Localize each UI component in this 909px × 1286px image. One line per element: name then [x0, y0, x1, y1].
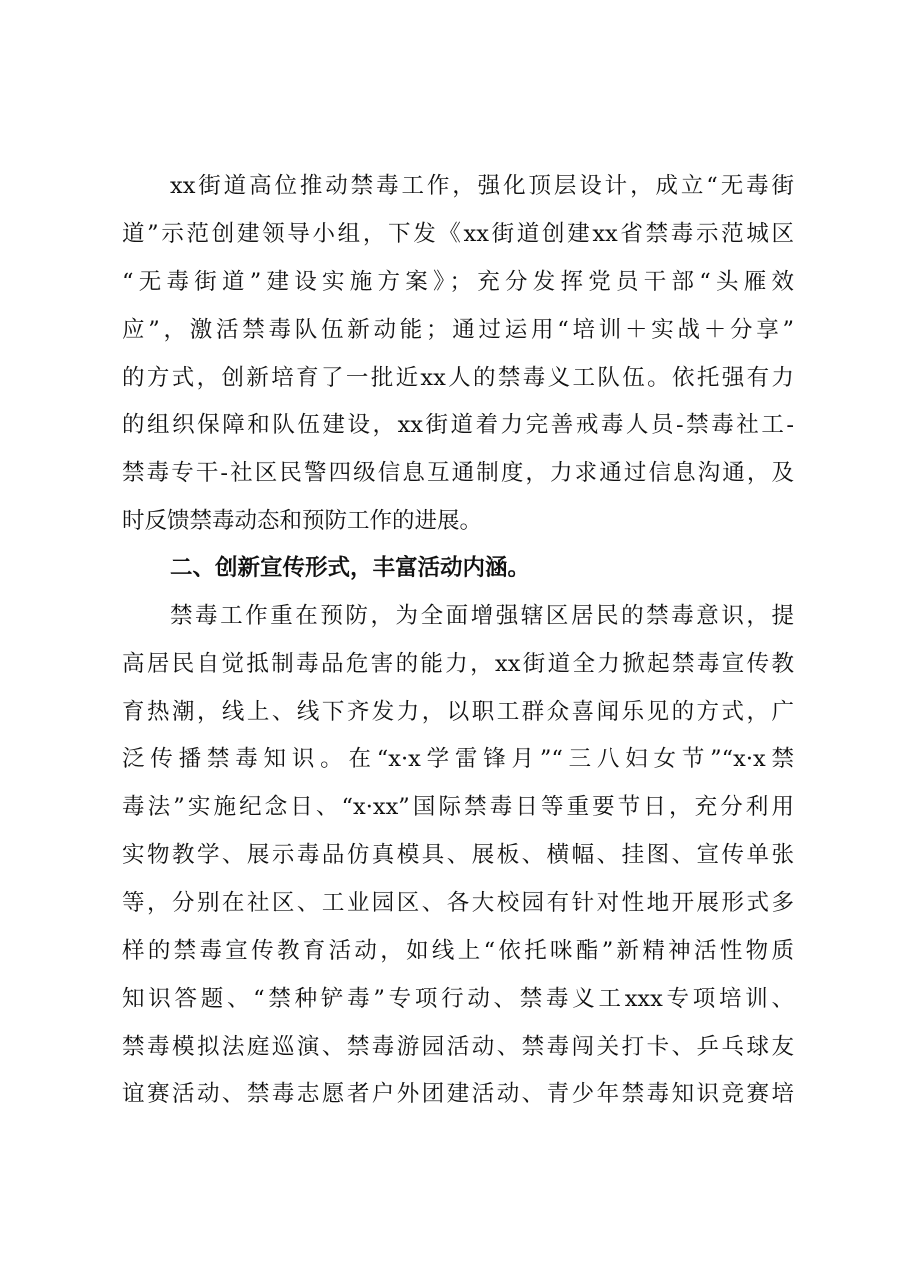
paragraph-2-line-9: 知识答题、“禁种铲毒”专项行动、禁毒义工xxx专项培训、 [122, 986, 794, 1012]
paragraph-2-line-5: 毒法”实施纪念日、“x·xx”国际禁毒日等重要节日，充分利用 [122, 794, 794, 820]
paragraph-1-line-1: xx街道高位推动禁毒工作，强化顶层设计，成立“无毒街 [170, 173, 794, 199]
paragraph-2-line-1: 禁毒工作重在预防，为全面增强辖区居民的禁毒意识，提 [170, 603, 794, 629]
paragraph-1-line-2: 道”示范创建领导小组，下发《xx街道创建xx省禁毒示范城区 [122, 221, 794, 247]
paragraph-2-line-7: 等，分别在社区、工业园区、各大校园有针对性地开展形式多 [122, 890, 794, 916]
paragraph-2-line-2: 高居民自觉抵制毒品危害的能力，xx街道全力掀起禁毒宣传教 [122, 651, 794, 677]
paragraph-2-line-8: 样的禁毒宣传教育活动，如线上“依托咪酯”新精神活性物质 [122, 938, 794, 964]
paragraph-1-line-4: 应”，激活禁毒队伍新动能；通过运用“培训＋实战＋分享” [122, 317, 794, 343]
section-heading: 二、创新宣传形式，丰富活动内涵。 [170, 555, 531, 581]
paragraph-2-line-10: 禁毒模拟法庭巡演、禁毒游园活动、禁毒闯关打卡、乒乓球友 [122, 1034, 794, 1060]
paragraph-1-line-5: 的方式，创新培育了一批近xx人的禁毒义工队伍。依托强有力 [122, 365, 794, 391]
paragraph-1-line-3: “无毒街道”建设实施方案》；充分发挥党员干部“头雁效 [122, 269, 794, 295]
paragraph-1-line-8: 时反馈禁毒动态和预防工作的进展。 [122, 508, 483, 534]
paragraph-1-line-7: 禁毒专干-社区民警四级信息互通制度，力求通过信息沟通，及 [122, 460, 794, 486]
paragraph-2-line-6: 实物教学、展示毒品仿真模具、展板、横幅、挂图、宣传单张 [122, 842, 794, 868]
paragraph-2-line-11: 谊赛活动、禁毒志愿者户外团建活动、青少年禁毒知识竞赛培 [122, 1081, 794, 1107]
paragraph-1-line-6: 的组织保障和队伍建设，xx街道着力完善戒毒人员-禁毒社工- [122, 412, 794, 438]
paragraph-2-line-4: 泛传播禁毒知识。在“x·x学雷锋月”“三八妇女节”“x·x禁 [122, 746, 794, 772]
paragraph-2-line-3: 育热潮，线上、线下齐发力，以职工群众喜闻乐见的方式，广 [122, 699, 794, 725]
